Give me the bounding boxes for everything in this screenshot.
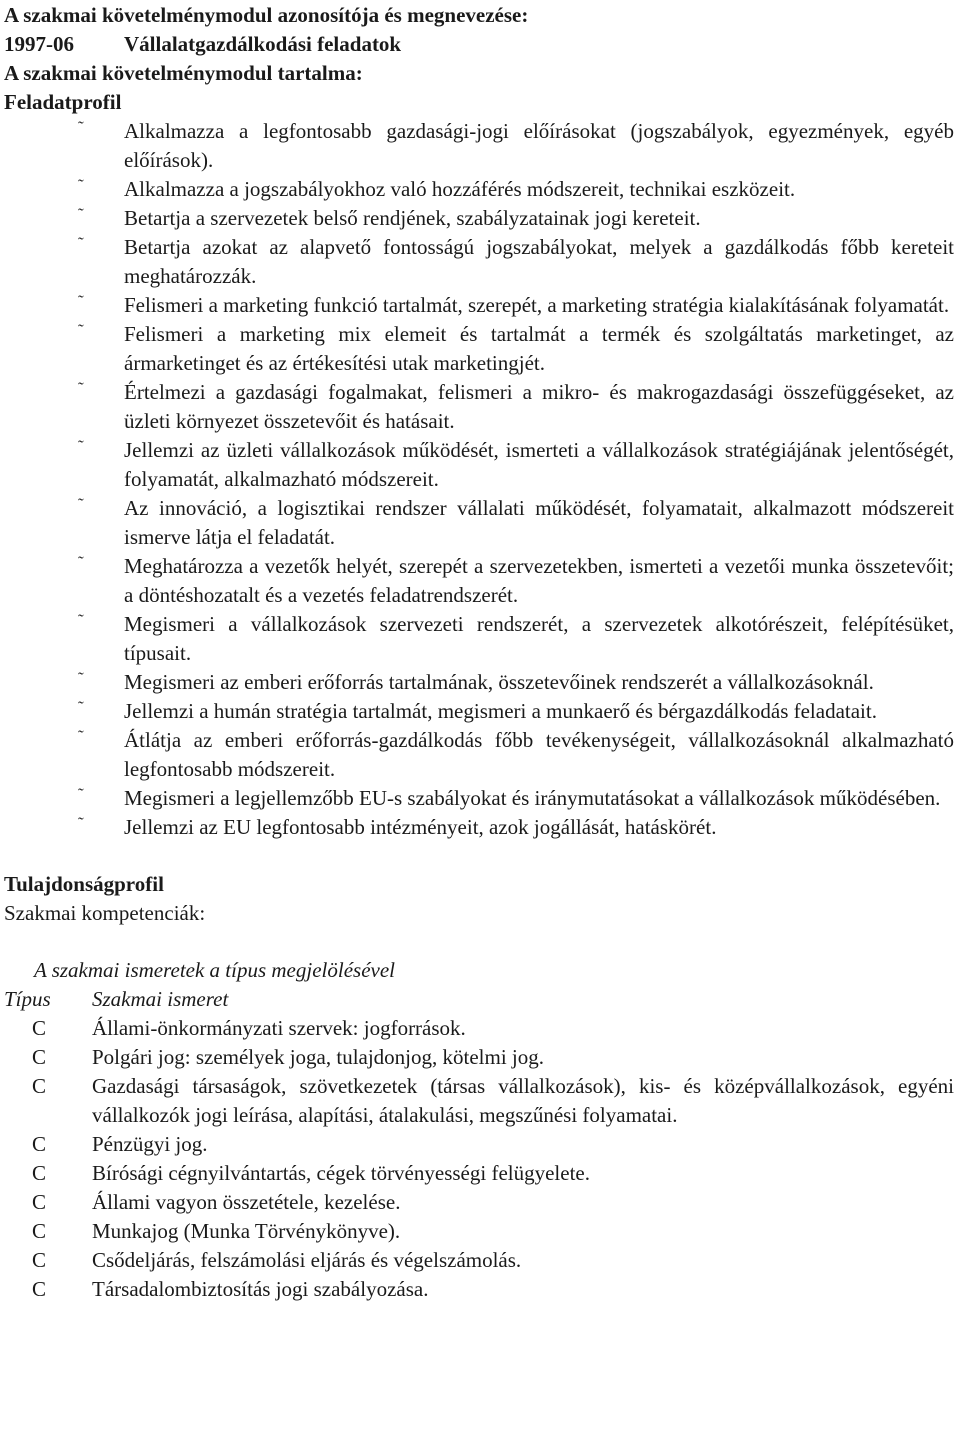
knowledge-type: C [32, 1161, 47, 1185]
bullet-icon: ˜ [78, 785, 84, 804]
document-page [0, 1, 960, 1449]
task-item [4, 175, 956, 204]
module-content-label: A szakmai követelménymodul tartalma: [4, 61, 363, 85]
knowledge-text: Munkajog (Munka Törvénykönyve). [92, 1219, 401, 1243]
module-name: Vállalatgazdálkodási feladatok [124, 32, 402, 56]
task-text: Megismeri az emberi erőforrás tartalmának, összetevőinek rendszerét a vállalkozásoknál. [124, 670, 874, 694]
bullet-icon: ˜ [78, 814, 84, 833]
task-item [4, 233, 956, 291]
module-header [4, 1, 956, 117]
knowledge-row [4, 1188, 956, 1217]
task-item [4, 610, 956, 668]
task-item [4, 320, 956, 378]
task-item [4, 552, 956, 610]
task-text: Felismeri a marketing mix elemeit és tartalmát a termék és szolgáltatás marketinget, az ármarketinget és az értékesítési utak marketingjét. [124, 322, 954, 375]
knowledge-row [4, 1275, 956, 1304]
knowledge-text: Társadalombiztosítás jogi szabályozása. [92, 1277, 429, 1301]
task-item [4, 494, 956, 552]
task-text: Alkalmazza a legfontosabb gazdasági-jogi előírásokat (jogszabályok, egyezmények, egyéb előírások). [124, 119, 954, 172]
knowledge-text: Gazdasági társaságok, szövetkezetek (társas vállalkozások), kis- és középvállalkozások, egyéni vállalkozók jogi leírása, alapítási, átalakulási, megszűnési folyamatai. [92, 1074, 954, 1127]
module-code: 1997-06 [4, 32, 74, 56]
task-item [4, 378, 956, 436]
knowledge-type: C [32, 1190, 47, 1214]
bullet-icon: ˜ [78, 379, 84, 398]
task-item [4, 204, 956, 233]
bullet-icon: ˜ [78, 234, 84, 253]
task-item [4, 697, 956, 726]
knowledge-text: Csődeljárás, felszámolási eljárás és végelszámolás. [92, 1248, 522, 1272]
column-header-type: Típus [4, 987, 51, 1011]
task-item [4, 813, 956, 842]
bullet-icon: ˜ [78, 321, 84, 340]
bullet-icon: ˜ [78, 118, 84, 137]
knowledge-type: C [32, 1016, 47, 1040]
task-text: Értelmezi a gazdasági fogalmakat, felismeri a mikro- és makrogazdasági összefüggéseket, az üzleti környezet összetevőit és hatásait. [124, 380, 954, 433]
task-text: Jellemzi az üzleti vállalkozások működését, ismerteti a vállalkozások stratégiájának jelentőségét, folyamatát, alkalmazható módszereit. [124, 438, 954, 491]
knowledge-type: C [32, 1219, 47, 1243]
bullet-icon: ˜ [78, 553, 84, 572]
knowledge-list [4, 1014, 956, 1304]
knowledge-row [4, 1246, 956, 1275]
knowledge-row [4, 1217, 956, 1246]
bullet-icon: ˜ [78, 205, 84, 224]
task-text: Megismeri a vállalkozások szervezeti rendszerét, a szervezetek alkotórészeit, felépítésüket, típusait. [124, 612, 954, 665]
knowledge-text: Állami vagyon összetétele, kezelése. [92, 1190, 401, 1214]
competencies-label: Szakmai kompetenciák: [4, 901, 206, 925]
knowledge-text: Bírósági cégnyilvántartás, cégek törvényességi felügyelete. [92, 1161, 590, 1185]
task-profile-title: Feladatprofil [4, 90, 122, 114]
task-item [4, 117, 956, 175]
task-text: Megismeri a legjellemzőbb EU-s szabályokat és iránymutatásokat a vállalkozások működésében. [124, 786, 941, 810]
task-text: Meghatározza a vezetők helyét, szerepét a szervezetekben, ismerteti a vezetői munka összetevőit; a döntéshozatalt és a vezetés feladatrendszerét. [124, 554, 954, 607]
module-code-row [4, 30, 956, 59]
bullet-icon: ˜ [78, 669, 84, 688]
task-text: Jellemzi a humán stratégia tartalmát, megismeri a munkaerő és bérgazdálkodás feladatait. [124, 699, 877, 723]
bullet-icon: ˜ [78, 495, 84, 514]
task-item [4, 668, 956, 697]
knowledge-text: Állami-önkormányzati szervek: jogforrások. [92, 1016, 466, 1040]
knowledge-table-header [4, 985, 956, 1014]
task-item [4, 726, 956, 784]
task-item [4, 291, 956, 320]
knowledge-row [4, 1072, 956, 1130]
task-text: Az innováció, a logisztikai rendszer vállalati működését, folyamatait, alkalmazott módszereit ismerve látja el feladatát. [124, 496, 954, 549]
knowledge-type: C [32, 1248, 47, 1272]
knowledge-type: C [32, 1074, 47, 1098]
task-item [4, 784, 956, 813]
bullet-icon: ˜ [78, 292, 84, 311]
task-text: Átlátja az emberi erőforrás-gazdálkodás főbb tevékenységeit, vállalkozásoknál alkalmazható legfontosabb módszereit. [124, 728, 954, 781]
bullet-icon: ˜ [78, 611, 84, 630]
task-text: Felismeri a marketing funkció tartalmát, szerepét, a marketing stratégia kialakításának folyamatát. [124, 293, 950, 317]
task-text: Jellemzi az EU legfontosabb intézményeit, azok jogállását, hatáskörét. [124, 815, 717, 839]
module-id-label: A szakmai követelménymodul azonosítója és megnevezése: [4, 3, 529, 27]
knowledge-row [4, 1014, 956, 1043]
knowledge-text: Polgári jog: személyek joga, tulajdonjog, kötelmi jog. [92, 1045, 545, 1069]
knowledge-text: Pénzügyi jog. [92, 1132, 208, 1156]
knowledge-row [4, 1159, 956, 1188]
knowledge-caption: A szakmai ismeretek a típus megjelölésével [34, 958, 395, 982]
knowledge-type: C [32, 1132, 47, 1156]
knowledge-type: C [32, 1045, 47, 1069]
task-list [4, 117, 956, 842]
bullet-icon: ˜ [78, 176, 84, 195]
knowledge-type: C [32, 1277, 47, 1301]
bullet-icon: ˜ [78, 727, 84, 746]
property-profile-title: Tulajdonságprofil [4, 872, 164, 896]
task-item [4, 436, 956, 494]
bullet-icon: ˜ [78, 698, 84, 717]
task-text: Alkalmazza a jogszabályokhoz való hozzáférés módszereit, technikai eszközeit. [124, 177, 796, 201]
knowledge-row [4, 1130, 956, 1159]
task-text: Betartja azokat az alapvető fontosságú jogszabályokat, melyek a gazdálkodás főbb kereteit meghatározzák. [124, 235, 954, 288]
knowledge-row [4, 1043, 956, 1072]
task-text: Betartja a szervezetek belső rendjének, szabályzatainak jogi kereteit. [124, 206, 701, 230]
column-header-knowledge: Szakmai ismeret [92, 987, 229, 1011]
bullet-icon: ˜ [78, 437, 84, 456]
